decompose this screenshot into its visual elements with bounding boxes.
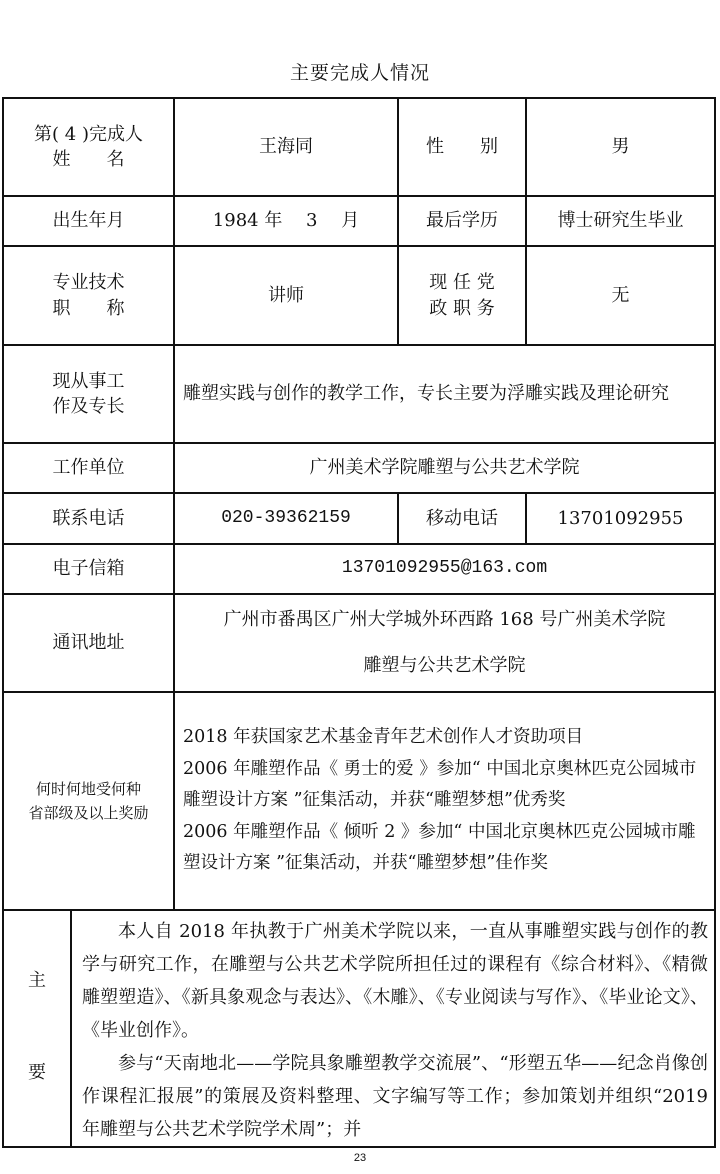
row-awards	[3, 692, 715, 910]
award-item: 2006 年雕塑作品《 倾听 2 》参加“ 中国北京奥林匹克公园城市雕塑设计方案 ”征集活动，并获“雕塑梦想”佳作奖	[183, 821, 696, 874]
row-current-work	[3, 345, 715, 443]
mobile-value: 13701092955	[526, 493, 715, 544]
work-label-line2: 作及专长	[52, 396, 125, 417]
awards-label-line1: 何时何地受何种	[36, 780, 142, 798]
row-contributions	[3, 910, 715, 1147]
title-value: 讲师	[174, 246, 398, 345]
row-work-unit	[3, 443, 715, 493]
unit-value: 广州美术学院雕塑与公共艺术学院	[174, 443, 715, 493]
award-item: 2006 年雕塑作品《 勇士的爱 》参加“ 中国北京奥林匹克公园城市雕塑设计方案 ”征集活动，并获“雕塑梦想”优秀奖	[183, 758, 697, 811]
name-label-cell	[3, 98, 174, 196]
email-label: 电子信箱	[3, 544, 174, 594]
birth-value: 1984 年 3 月	[174, 196, 398, 246]
personnel-form-table	[2, 97, 716, 1148]
title-label-cell	[3, 246, 174, 345]
mobile-label: 移动电话	[398, 493, 526, 544]
work-value: 雕塑实践与创作的教学工作，专长主要为浮雕实践及理论研究	[174, 345, 715, 443]
name-label: 姓 名	[52, 149, 125, 170]
row-name	[3, 98, 715, 196]
phone-value: 020-39362159	[174, 493, 398, 544]
post-value: 无	[526, 246, 715, 345]
awards-label-cell	[3, 692, 174, 910]
row-birth	[3, 196, 715, 246]
gender-value: 男	[526, 98, 715, 196]
contrib-label-char2: 要	[28, 1062, 46, 1083]
row-address	[3, 594, 715, 692]
page-number: 23	[353, 1152, 367, 1164]
name-value: 王海同	[174, 98, 398, 196]
email-value: 13701092955@163.com	[174, 544, 715, 594]
address-line2: 雕塑与公共艺术学院	[363, 655, 526, 676]
contrib-label-char1: 主	[28, 970, 46, 991]
contrib-text	[71, 910, 715, 1147]
address-label: 通讯地址	[3, 594, 174, 692]
unit-label: 工作单位	[3, 443, 174, 493]
gender-label: 性 别	[398, 98, 526, 196]
row-email	[3, 544, 715, 594]
address-line1: 广州市番禺区广州大学城外环西路 168 号广州美术学院	[223, 609, 666, 630]
awards-label-line2: 省部级及以上奖励	[28, 804, 149, 822]
title-label-line2: 职 称	[52, 297, 125, 319]
award-item: 2018 年获国家艺术基金青年艺术创作人才资助项目	[183, 727, 584, 748]
contrib-label-cell	[3, 910, 71, 1147]
row-professional-title	[3, 246, 715, 345]
address-value-cell	[174, 594, 715, 692]
post-label-line2: 政 职 务	[429, 297, 495, 319]
work-label-cell	[3, 345, 174, 443]
contrib-paragraph: 参与“天南地北——学院具象雕塑教学交流展”、“形塑五华——纪念肖像创作课程汇报展”的策展及资料整理、文字编写等工作；参加策划并组织“2019 年雕塑与公共艺术学院学术周”；并	[82, 1053, 709, 1140]
post-label-line1: 现 任 党	[429, 272, 495, 294]
work-label-line1: 现从事工	[52, 370, 125, 392]
education-label: 最后学历	[398, 196, 526, 246]
title-label-line1: 专业技术	[52, 272, 125, 294]
phone-label: 联系电话	[3, 493, 174, 544]
contrib-paragraph: 本人自 2018 年执教于广州美术学院以来，一直从事雕塑实践与创作的教学与研究工作，在雕塑与公共艺术学院所担任过的课程有《综合材料》、《精微雕塑塑造》、《新具象观念与表达》、《木雕》、《专业阅读与写作》、《毕业论文》、《毕业创作》。	[82, 921, 709, 1041]
awards-list	[174, 692, 715, 910]
birth-label: 出生年月	[3, 196, 174, 246]
post-label-cell	[398, 246, 526, 345]
completer-rank-label: 第( 4 )完成人	[34, 123, 143, 145]
education-value: 博士研究生毕业	[526, 196, 715, 246]
page-title: 主要完成人情况	[289, 62, 430, 84]
row-phone	[3, 493, 715, 544]
